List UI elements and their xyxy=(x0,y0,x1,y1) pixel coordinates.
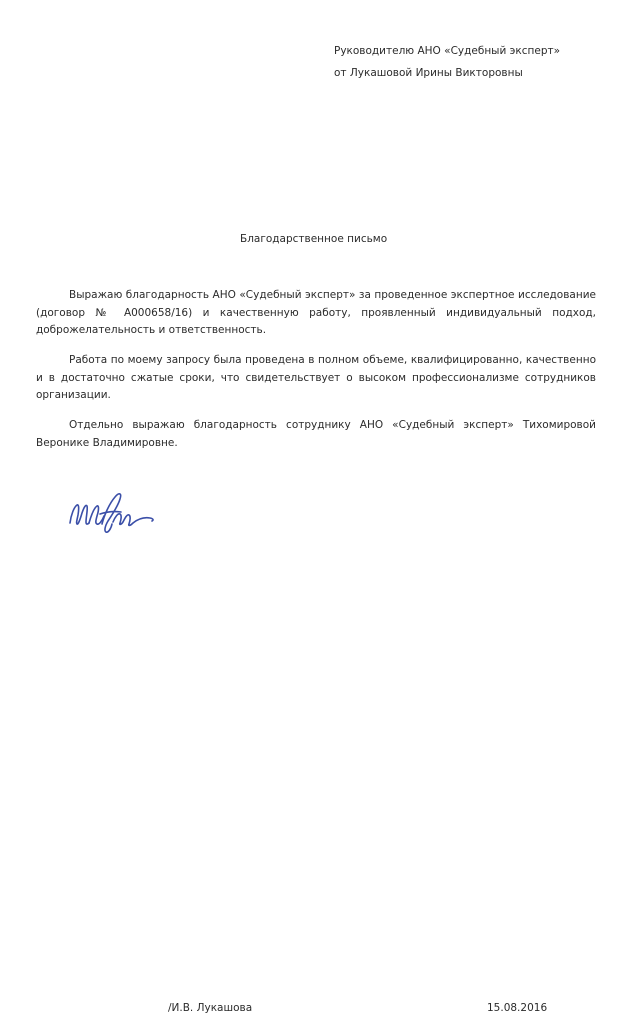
body-paragraph: Отдельно выражаю благодарность сотруднику АНО «Судебный эксперт» Тихомировой Веронике Владимировне. xyxy=(36,419,596,449)
signature-date: 15.08.2016 xyxy=(487,1002,548,1014)
addressee-block xyxy=(334,40,604,84)
signature-row xyxy=(0,490,630,1014)
body-paragraph: Работа по моему запросу была проведена в полном объеме, квалифицированно, качественно и в достаточно сжатые сроки, что свидетельствует о высоком профессионализме сотрудников организации. xyxy=(36,354,596,401)
addressee-from-line: от Лукашовой Ирины Викторовны xyxy=(334,67,523,79)
handwritten-signature-icon xyxy=(66,490,158,534)
document-title: Благодарственное письмо xyxy=(240,233,388,245)
document-body xyxy=(36,287,596,452)
addressee-to-line: Руководителю АНО «Судебный эксперт» xyxy=(334,45,561,57)
signature-name: /И.В. Лукашова xyxy=(168,1002,253,1014)
body-paragraph: Выражаю благодарность АНО «Судебный эксперт» за проведенное экспертное исследование (договор № А000658/16) и качественную работу, проявленный индивидуальный подход, доброжелательность и ответственность. xyxy=(36,289,596,336)
